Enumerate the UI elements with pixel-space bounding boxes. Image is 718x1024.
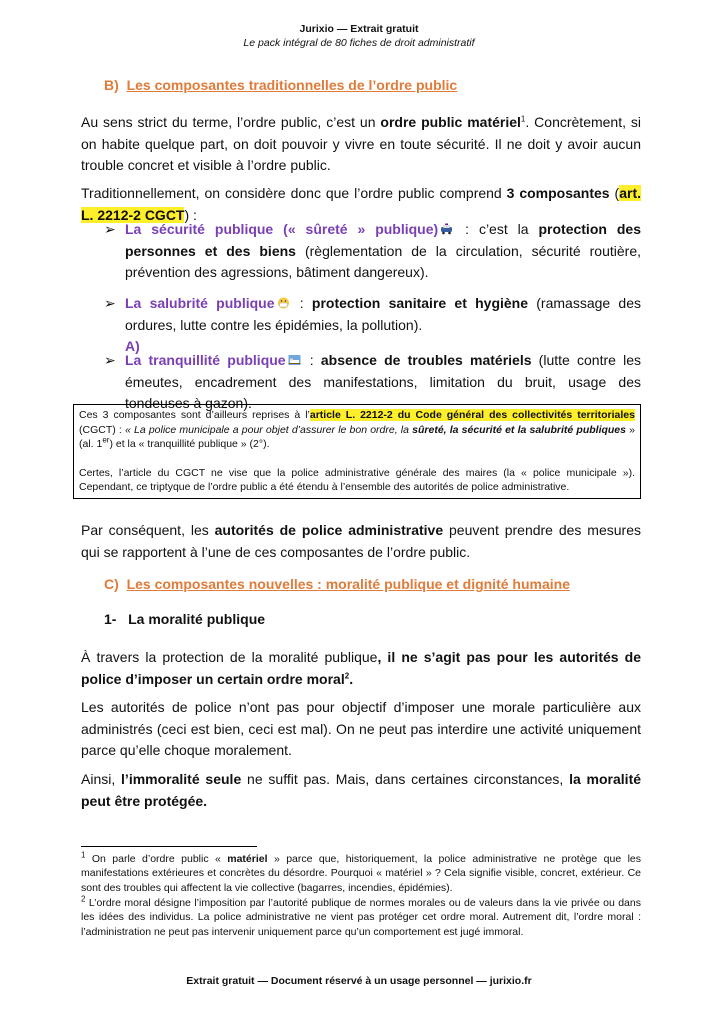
paragraph-morale: Les autorités de police n’ont pas pour objectif d’imposer une morale particulière aux administrés (ceci est bien, ceci est mal). On ne peut pas interdire une activité uniquement parce qu’elle choque moralement. [81,699,641,758]
header-subtitle: Le pack intégral de 80 fiches de droit administratif [243,37,475,49]
cgct-callout-box [73,404,641,499]
bold-text: protection des personnes et des biens [125,221,641,259]
bold-text: , il ne s’agit pas pour les autorités de police d’imposer un certain ordre moral [81,649,641,687]
footnote-number: 1 [81,850,86,860]
footnote-separator [81,846,257,847]
text: On parle d’ordre public « [85,853,228,865]
text: (CGCT) : [79,423,125,436]
footnote-ref-1[interactable]: 1 [520,114,526,124]
text: L’ordre moral désigne l’imposition par l’autorité publique de normes morales ou de valeurs dans la vie privée ou dans les idées des individus. La police administrative ne vient pas protéger cet ordre moral. Autrement dit, l’ordre moral : l’administration ne peut pas intervenir uniquement parce qu’un comportement est jugé immoral. [81,897,641,938]
section-c-title: Les composantes nouvelles : moralité publique et dignité humaine [126,576,570,592]
footnote-number: 2 [81,894,86,904]
mask-face-icon [277,297,290,309]
paragraph-ordre-materiel [81,112,641,177]
arrow-bullet-icon: ➢ [104,352,116,368]
text: . Concrètement, si on habite quelque part, on doit pouvoir y vivre en toute sécurité. Il ne doit y avoir aucun trouble concret et visible à l’ordre public. [81,114,642,173]
section-b-label: B) [104,77,119,93]
text: Traditionnellement, on considère donc que l’ordre public comprend [81,185,507,201]
text: » parce que, historiquement, la police administrative ne protège que les manifestations extérieures et concrètes du désordre. Pourquoi « matériel » ? Cela signifie visible, concret, extérieur. Ce sont des troubles qui affectent la vie collective (bagarres, incendies, épidémies). [81,853,642,894]
bold-text: 3 composantes [506,185,610,201]
paragraph-immoralite [81,769,641,812]
bold-text: l’immoralité seule [121,771,242,787]
text: Ainsi, [81,771,122,787]
bold-text: autorités de police administrative [214,522,444,538]
section-c-label: C) [104,576,119,592]
section-c-heading [104,576,570,592]
bullet-title: La salubrité publique [125,295,275,311]
highlighted-article: article L. 2212-2 du Code général des collectivités territoriales [309,409,635,421]
text: ne suffit pas. Mais, dans certaines circonstances, [241,771,570,787]
callout-paragraph-1 [79,408,635,452]
section-b-title: Les composantes traditionnelles de l’ordre public [126,77,458,93]
page-footer: Extrait gratuit — Document réservé à un usage personnel — jurixio.fr [186,975,532,987]
bold-text: ordre public matériel [380,114,521,130]
text: ) : [184,206,197,223]
highlighted-reference: art. L. 2212-2 CGCT [81,185,641,223]
italic-quote: « La police municipale a pour objet d’assurer le bon ordre, la [124,423,413,436]
text: ) et la « tranquillité publique » (2°). [109,438,270,450]
header-title: Jurixio — Extrait gratuit [299,23,419,35]
bold-italic-quote: sûreté, la sécurité et la salubrité publiques [412,423,626,436]
bold-text: la moralité peut être protégée. [81,771,642,809]
text: (règlementation de la circulation, sécurité routière, prévention des agressions, bâtiment dangereux). [125,242,641,280]
bold-text: matériel [227,853,268,865]
text: peuvent prendre des mesures qui se rapportent à l’une de ces composantes de l’ordre public. [81,522,641,560]
bullet-title: La tranquillité publique [125,352,286,368]
bold-text: absence de troubles matériels [320,352,532,368]
text: À travers la protection de la moralité publique [81,649,378,665]
bullet-title: La sécurité publique (« sûreté » publique) [125,221,439,237]
subsection-title: La moralité publique [128,611,266,627]
callout-paragraph-2: Certes, l’article du CGCT ne vise que la police administrative générale des maires (la « police municipale »). Cependant, ce triptyque de l’ordre public a été étendu à l’ensemble des autorités de police administrative. [79,466,635,493]
text: : [302,352,321,368]
sleeping-bed-icon [288,354,301,366]
paragraph-moralite [81,647,641,690]
text: (lutte contre les émeutes, encadrement des manifestations, limitation du bruit, usage des tondeuses à gazon). [125,352,641,411]
subsection-heading [104,611,265,627]
footnote-2 [81,896,641,939]
police-car-icon [440,223,453,235]
section-b-heading [104,77,457,93]
text: Ces 3 composantes sont d’ailleurs reprises à l’ [79,409,310,421]
text: (ramassage des ordures, lutte contre les épidémies, la pollution). [125,295,642,333]
arrow-bullet-icon: ➢ [104,221,116,237]
subsection-label: 1- [104,611,117,627]
text: ( [609,185,620,201]
paragraph-autorites [81,520,641,563]
footnote-1 [81,852,641,895]
text: Au sens strict du terme, l’ordre public, c’est un [81,114,381,130]
arrow-bullet-icon: ➢ [104,295,116,311]
text: : c’est la [455,221,539,237]
bold-text: protection sanitaire et hygiène [311,295,529,311]
bullet-salubrite [104,293,641,358]
superscript: er [102,435,110,445]
footnote-ref-2[interactable]: 2 [344,670,350,680]
text: Par conséquent, les [81,522,215,538]
bold-text: . [349,670,354,687]
bullet-securite [104,219,641,284]
text: : [291,295,312,311]
page-header [0,22,718,50]
text: » (al. 1 [79,423,635,450]
stray-label: A) [125,338,140,354]
